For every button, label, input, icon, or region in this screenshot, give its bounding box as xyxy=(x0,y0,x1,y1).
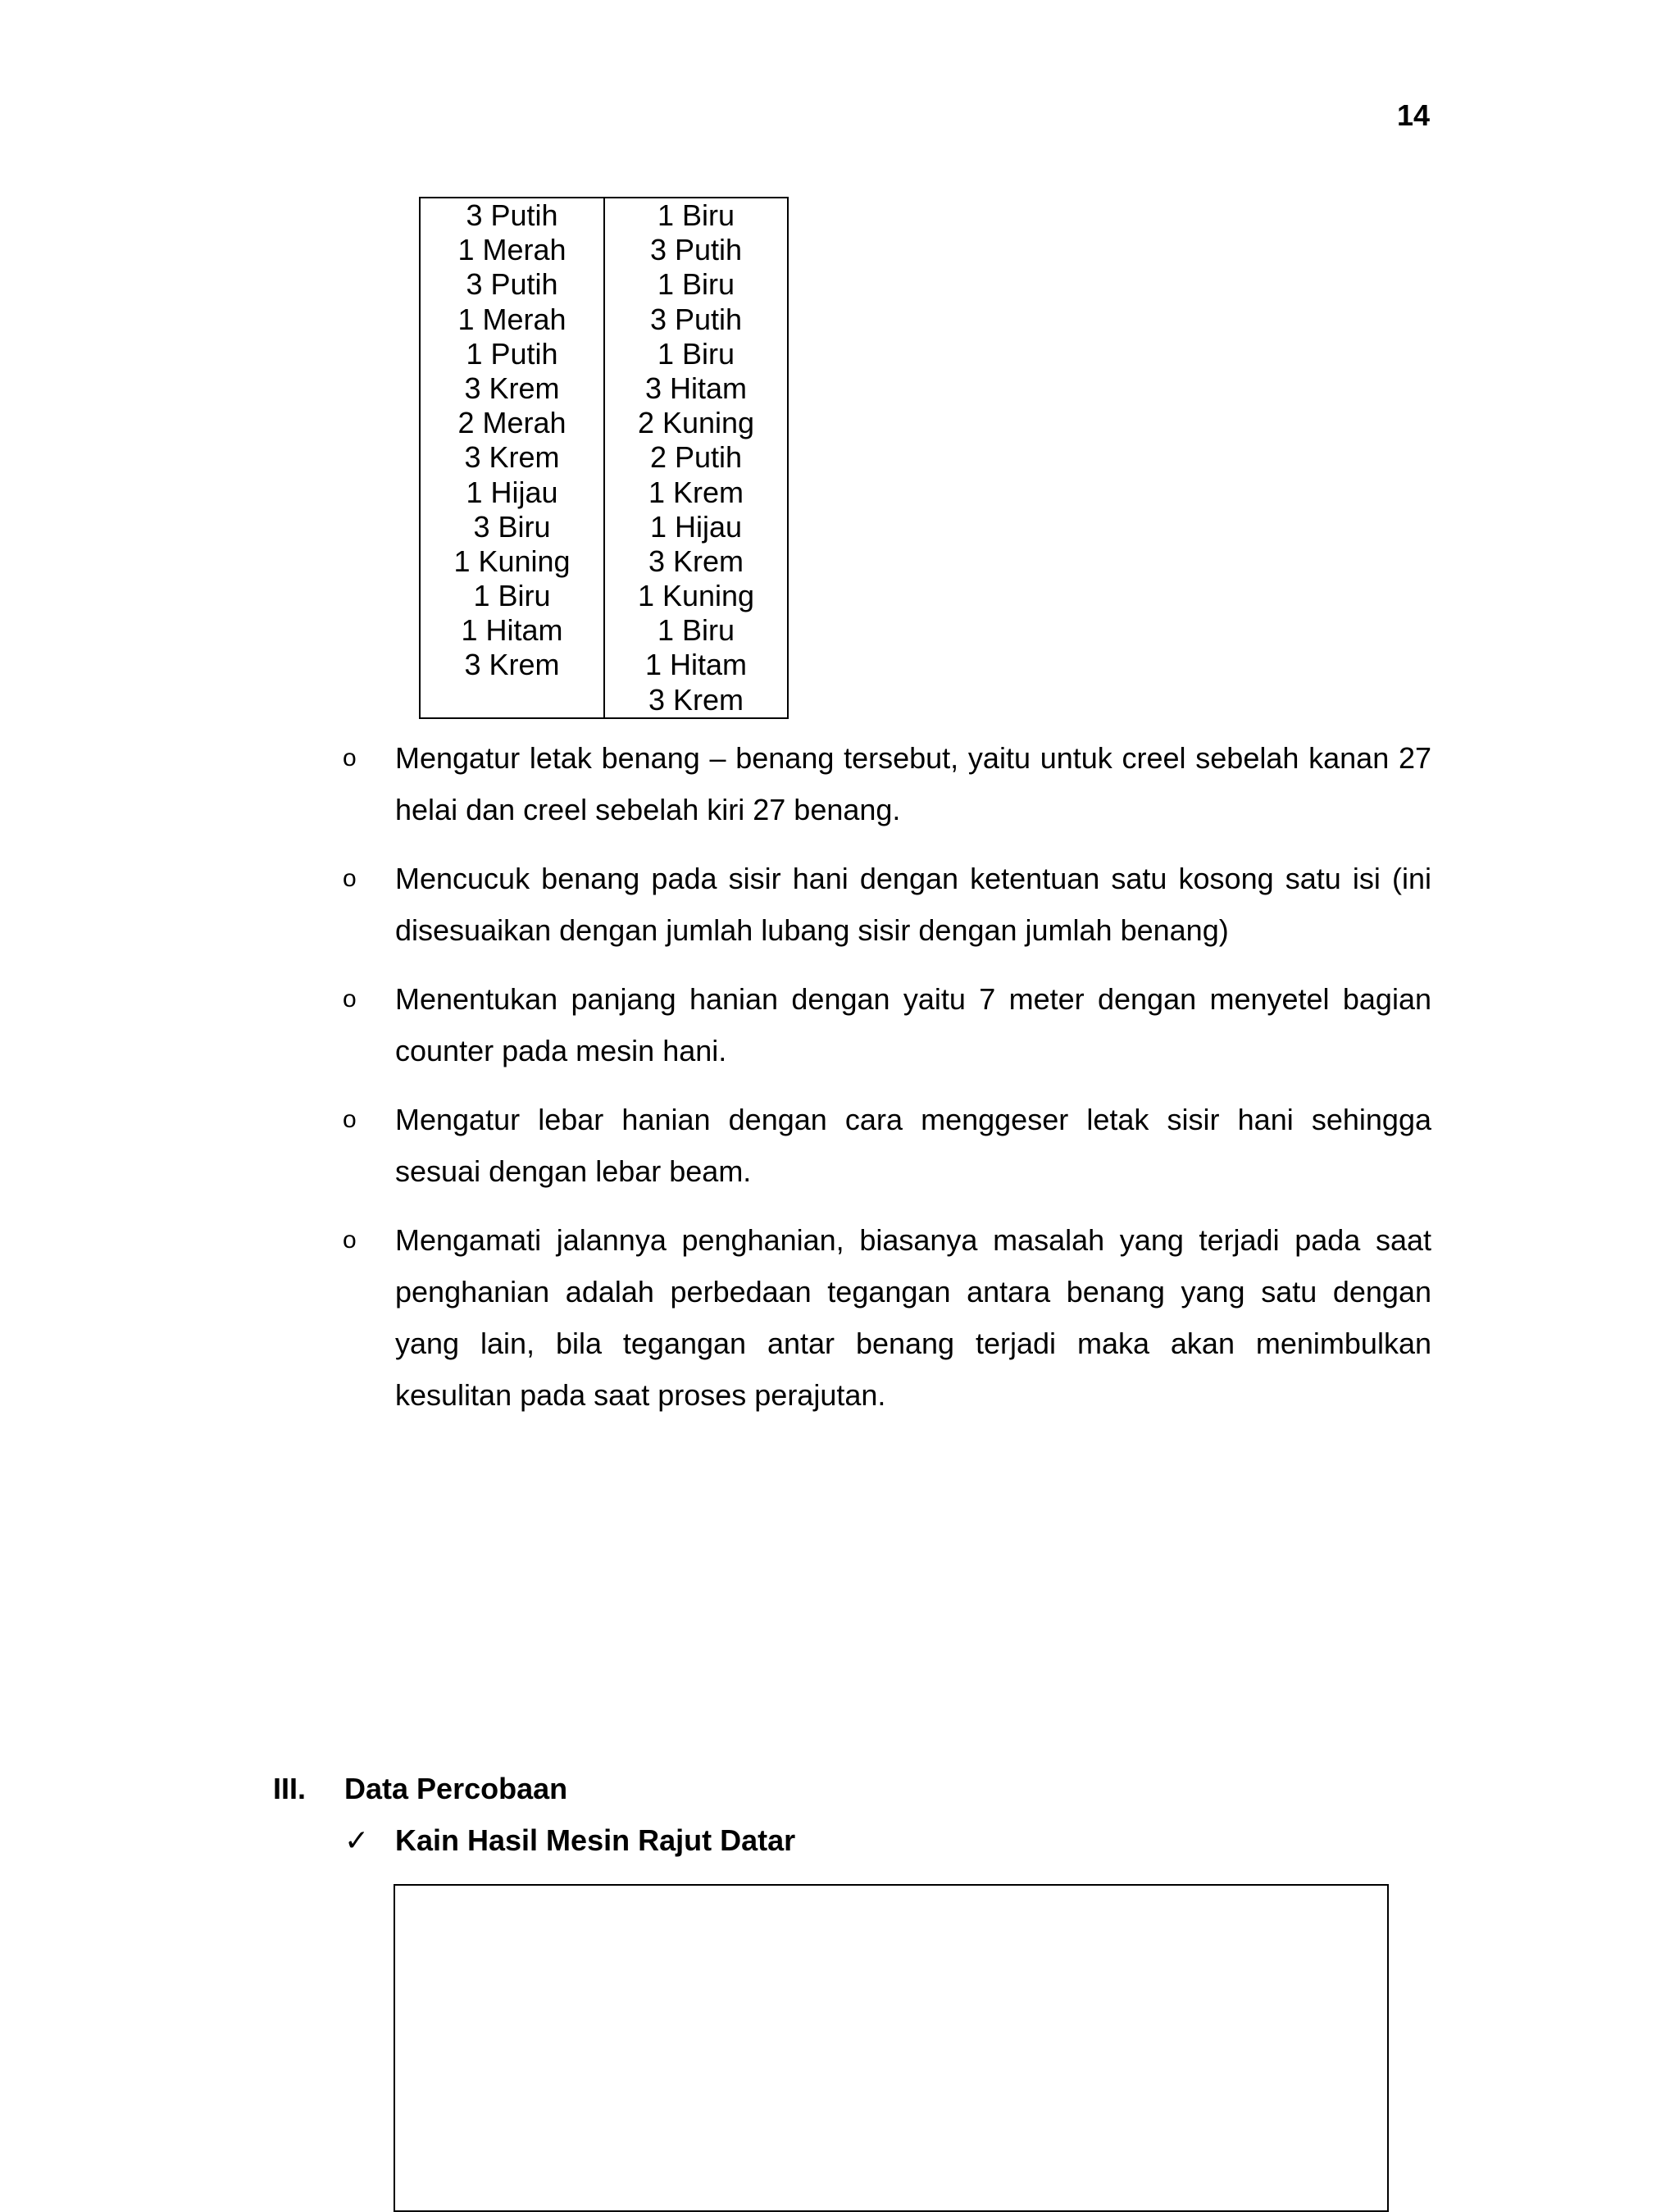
sub-heading xyxy=(344,1814,795,1866)
thread-color-table xyxy=(419,197,789,719)
table-cell-entry: 1 Hitam xyxy=(461,613,563,648)
procedure-steps-list xyxy=(336,732,1431,1438)
list-item xyxy=(336,973,1431,1076)
table-cell-entry: 3 Krem xyxy=(648,682,744,717)
table-cell-entry: 1 Merah xyxy=(457,233,566,267)
step-text: Menentukan panjang hanian dengan yaitu 7 meter dengan menyetel bagian counter pada mesin hani. xyxy=(395,982,1431,1067)
section-heading xyxy=(273,1763,567,1814)
table-cell-entry: 2 Putih xyxy=(649,440,743,475)
circle-bullet-icon: o xyxy=(343,1106,357,1133)
table-cell-entry: 1 Hijau xyxy=(649,509,743,544)
circle-bullet-icon: o xyxy=(343,865,357,892)
table-cell-entry: 3 Putih xyxy=(649,302,743,336)
fabric-sample-box xyxy=(394,1884,1389,2212)
right-column-cell xyxy=(604,198,788,718)
circle-bullet-icon: o xyxy=(343,744,357,771)
section-title: Data Percobaan xyxy=(344,1772,568,1805)
table-cell-entry: 2 Merah xyxy=(457,406,566,440)
list-item xyxy=(336,1214,1431,1421)
table-cell-entry: 2 Kuning xyxy=(637,406,755,440)
table-cell-entry: 1 Biru xyxy=(657,336,735,371)
page-number: 14 xyxy=(1396,98,1430,132)
table-cell-entry: 1 Biru xyxy=(473,579,551,613)
table-cell-entry: 3 Krem xyxy=(648,544,744,578)
step-text: Mengamati jalannya penghanian, biasanya masalah yang terjadi pada saat penghanian adalah perbedaan tegangan antara benang yang satu dengan yang lain, bila tegangan antar benang terjadi maka akan menimbulkan kesulitan pada saat proses perajutan. xyxy=(395,1223,1431,1412)
step-text: Mengatur letak benang – benang tersebut, yaitu untuk creel sebelah kanan 27 helai dan creel sebelah kiri 27 benang. xyxy=(395,741,1431,826)
table-cell-entry: 3 Putih xyxy=(466,198,558,232)
sub-heading-title: Kain Hasil Mesin Rajut Datar xyxy=(395,1823,796,1857)
left-column-cell xyxy=(420,198,604,718)
table-cell-entry: 3 Putih xyxy=(649,233,743,267)
table-cell-entry: 3 Krem xyxy=(464,648,560,682)
circle-bullet-icon: o xyxy=(343,1227,357,1254)
step-text: Mengatur lebar hanian dengan cara menggeser letak sisir hani sehingga sesuai dengan lebar beam. xyxy=(395,1103,1431,1188)
table-cell-entry: 3 Krem xyxy=(464,371,560,405)
list-item xyxy=(336,853,1431,956)
table-cell-entry: 1 Biru xyxy=(657,613,735,648)
table-cell-entry: 1 Hijau xyxy=(466,475,558,509)
table-row xyxy=(420,198,788,718)
table-cell-entry: 1 Biru xyxy=(657,267,735,302)
checkmark-icon: ✓ xyxy=(344,1823,370,1857)
table-cell-entry: 3 Putih xyxy=(466,267,558,302)
table-cell-entry: 1 Kuning xyxy=(637,579,755,613)
table-cell-entry: 3 Hitam xyxy=(644,371,748,405)
table-cell-entry: 1 Biru xyxy=(657,198,735,232)
list-item xyxy=(336,732,1431,835)
circle-bullet-icon: o xyxy=(343,985,357,1013)
table-cell-entry: 1 Merah xyxy=(457,302,566,336)
table-cell-entry: 3 Krem xyxy=(464,440,560,475)
section-number: III. xyxy=(273,1772,307,1805)
table-cell-entry: 1 Kuning xyxy=(453,544,571,578)
list-item xyxy=(336,1094,1431,1197)
table-cell-entry: 1 Hitam xyxy=(644,648,748,682)
table-cell-entry: 3 Biru xyxy=(473,509,551,544)
step-text: Mencucuk benang pada sisir hani dengan ketentuan satu kosong satu isi (ini disesuaikan dengan jumlah lubang sisir dengan jumlah benang) xyxy=(395,862,1431,947)
table-cell-entry: 1 Putih xyxy=(466,336,558,371)
table-cell-entry: 1 Krem xyxy=(648,475,744,509)
